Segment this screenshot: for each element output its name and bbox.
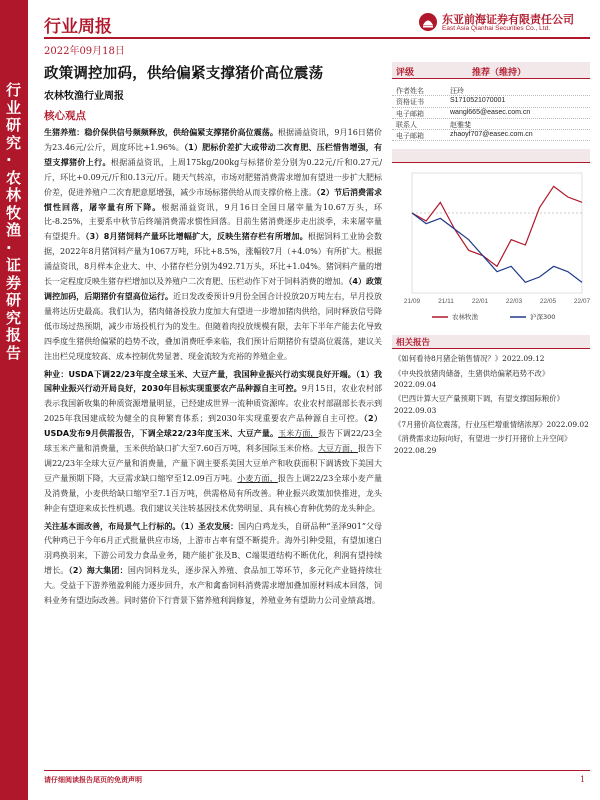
x-tick-label: 21/09 bbox=[403, 298, 421, 306]
core-views-heading: 核心观点 bbox=[44, 110, 86, 122]
bold-text-run: 关注基本面改善，布局景气上行标的。 bbox=[44, 521, 181, 531]
related-reports-bar bbox=[392, 335, 590, 349]
page-title: 政策调控加码，供给偏紧支撑猪价高位震荡 bbox=[44, 66, 324, 82]
paragraph-hog bbox=[44, 126, 382, 365]
report-date: 2022年09月18日 bbox=[44, 46, 125, 57]
paragraph-stocks bbox=[44, 520, 382, 609]
text-run: 国内白鸡龙头，自研品种“圣泽901”父母代种鸡已于今年6月正式批量供应市场，上游市占率有望不断提升。海外引种受阻，有望加速白羽鸡换羽来，下游公司发力食品业务，随产能扩张及B、C端渠道结构不断优化，利润有望持续增长。 bbox=[44, 521, 382, 576]
bold-text-run: 种业：USDA下调22/23年度全球玉米、大豆产量，我国种业振兴行动实现良好开端。 bbox=[44, 369, 356, 379]
page-number: 1 bbox=[580, 775, 586, 784]
bold-text-run: （1）我国种业振兴行动开局良好，2030年目标实现重要农产品种源自主可控。 bbox=[44, 369, 382, 394]
company-name-en: East Asia Qianhai Securities Co., Ltd. bbox=[442, 25, 551, 32]
footer-divider bbox=[44, 770, 590, 771]
related-report-link[interactable]: 《如何看待8月猪企销售情况？》2022.09.12 bbox=[394, 354, 545, 364]
info-key: 电子邮箱 bbox=[396, 109, 424, 118]
x-tick-label: 22/05 bbox=[539, 298, 557, 306]
text-run: 小麦方面， bbox=[237, 473, 278, 483]
info-value: 赵雅斐 bbox=[450, 121, 471, 129]
text-run: 大豆方面， bbox=[317, 444, 358, 454]
rating-label: 评级 bbox=[396, 68, 415, 78]
sidebar bbox=[0, 0, 28, 800]
bold-text-run: （2）海大集团： bbox=[68, 566, 128, 576]
bold-text-run: （2）节后消费需求惯性回落，屠宰量有所下降。 bbox=[44, 187, 382, 212]
x-tick-label: 22/07 bbox=[573, 298, 590, 306]
info-row bbox=[392, 108, 590, 119]
x-tick-label: 22/01 bbox=[471, 298, 489, 306]
info-value: 汪玲 bbox=[450, 88, 464, 95]
info-key: 作者姓名 bbox=[396, 87, 424, 95]
bold-text-run: （4）政策调控加码，后期猪价有望高位运行。 bbox=[44, 277, 382, 301]
text-run: 根据涌益资讯，上周175kg/200kg与标猪价差分别为0.22元/斤和0.27元/斤，环比+0.09元/斤和0.13元/斤。随天气转凉，市场对肥猪消费需求增加有望进一步扩大肥标价差，促进养殖户二次育肥意愿增强，减少市场标猪供给从而支撑价格上涨。 bbox=[44, 157, 383, 197]
report-type-label: 行业周报 bbox=[44, 17, 112, 37]
text-run: 9月15日，农业农村部表示我国新收集的种质资源增量明显，已经建成世界一流种质资源库。农业农村部副部长表示到2025年我国建成较为健全的良种繁育体系；到2030年实现重要农产品种源自主可控。 bbox=[44, 384, 382, 424]
series-line-1 bbox=[412, 187, 582, 267]
sidebar-text: 行业研究·农林牧渔·证券研究报告 bbox=[6, 81, 22, 362]
bold-text-run: （2）USDA发布9月供需报告，下调全球22/23年度玉米、大豆产量。 bbox=[44, 414, 382, 439]
info-key: 资格证书 bbox=[396, 98, 424, 107]
related-report-link[interactable]: 《巴西计算大豆产量预期下调，有望支撑国际粮价》2022.09.03 bbox=[394, 394, 564, 415]
info-row bbox=[392, 96, 590, 107]
rating-bar bbox=[392, 62, 590, 79]
info-key: 电子邮箱 bbox=[396, 132, 424, 141]
main-content bbox=[44, 62, 382, 609]
text-run: 根据涌益资讯，9月16日全国日屠宰量为10.67万头，环比-8.25%，主要系中秋节后终端消费需求惯性回落。目前生猪消费逐步走出淡季，未来屠宰量有望提升。 bbox=[44, 202, 383, 242]
paragraph-seed bbox=[44, 368, 382, 517]
rating-value: 推荐（维持） bbox=[472, 68, 527, 78]
bold-text-run: 生猪养殖：稳价保供信号频频释放，供给偏紧支撑猪价高位震荡。 bbox=[44, 128, 278, 137]
text-run: 报告下调22/23年全球大豆产量和消费量，产量下调主要系美国大豆单产和收获面积下调诱致下美国大豆产量预期下降，大豆需求缺口缩窄至12.09百万吨。 bbox=[44, 444, 383, 483]
company-logo bbox=[418, 10, 594, 38]
disclaimer-note: 请仔细阅读报告尾页的免责声明 bbox=[44, 776, 142, 784]
related-report-link[interactable]: 《消费需求边际向好，有望进一步打开猪价上升空间》2022.08.29 bbox=[394, 434, 572, 455]
header-divider bbox=[44, 37, 590, 39]
series-line-2 bbox=[412, 213, 582, 282]
performance-chart bbox=[392, 165, 590, 325]
text-run: 根据饲料工业协会数据，2022年8月猪饲料产量为1067万吨，环比+8.5%，涨幅较7月（+4.0%）有所扩大。根据涌益资讯，8月样本企业大、中、小猪存栏分别为492.71万头，环比+1.04%。猪饲料产量的增长一定程度反映生猪存栏增加以及养殖户二次育肥、压栏动作下对于饲料消费的增加。 bbox=[44, 232, 382, 287]
author-info bbox=[392, 85, 590, 141]
plot-frame bbox=[412, 173, 582, 293]
related-reports-title: 相关报告 bbox=[396, 338, 431, 349]
x-tick-label: 21/11 bbox=[438, 298, 454, 306]
related-report-link[interactable]: 《中央投放猪肉储备，生猪供给偏紧趋势不改》2022.09.04 bbox=[394, 368, 550, 390]
bold-text-run: （1）肥标价差扩大或带动二次育肥、压栏惜售增强，有望支撑猪价上行。 bbox=[44, 142, 382, 167]
chart-title-bar bbox=[392, 149, 590, 163]
text-run: 国内饲料龙头，逐步深入养殖、食品加工等环节，多元化产业链持续壮大。受益于下游养殖盈利能力逐步回升，水产和禽畜饲料消费需求增加叠加原材料成本回落，饲料业务有望边际改善。同时猪价下行背景下猪养殖利润修复，养殖业务有望助力公司业绩高增。 bbox=[44, 566, 383, 606]
legend-label: 农林牧渔 bbox=[452, 313, 478, 322]
info-row bbox=[392, 130, 590, 141]
company-name-cn: 东亚前海证券有限责任公司 bbox=[442, 13, 574, 26]
page-subtitle: 农林牧渔行业周报 bbox=[44, 91, 124, 102]
bold-text-run: （3）8月猪饲料产量环比增幅扩大，反映生猪存栏有所增加。 bbox=[85, 232, 308, 242]
right-panel bbox=[392, 62, 590, 459]
text-run: 报告下调22/23全球玉米产量和消费量，玉米供给缺口扩大至7.60百万吨，利多国际玉米价格。 bbox=[44, 429, 383, 454]
info-value[interactable]: zhaoyf707@easec.com.cn bbox=[450, 131, 533, 139]
info-key: 联系人 bbox=[396, 120, 417, 129]
related-reports-list bbox=[392, 353, 590, 455]
legend-label: 沪深300 bbox=[530, 313, 556, 322]
info-row bbox=[392, 119, 590, 130]
text-run: 根据涌益资讯，9月16日猪价为23.46元/公斤，周度环比+1.96%。 bbox=[44, 128, 382, 152]
info-value: S1710521070001 bbox=[450, 97, 506, 105]
company-logo-icon bbox=[418, 12, 438, 32]
text-run: 近日发改委预计9月份全国合计投放20万吨左右，早月投放量将达历史最高。我们认为，猪肉储备投放力度加大有望进一步增加猪肉供给，同时释放信号降低市场过热预期，减少市场投机行为的发生。但随着肉投放规模有限，去年下半年产能去化导致四季度生猪供给偏紧的趋势不改，叠加消费旺季来临，我们预计后期猪价有望高位震荡，建议关注出栏兑现度较高、成本控制优势显著、现金流较为充裕的养殖企业。 bbox=[44, 291, 382, 361]
related-report-link[interactable]: 《7月猪价高位震荡，行业压栏增重情绪浓厚》2022.09.02 bbox=[394, 419, 589, 429]
bold-text-run: （1）圣农发展： bbox=[180, 521, 239, 531]
text-run: 玉米方面， bbox=[278, 429, 319, 439]
info-row bbox=[392, 85, 590, 96]
info-value[interactable]: wangl665@easec.com.cn bbox=[450, 108, 531, 116]
text-run: 报告上调22/23全球小麦产量及消费量，小麦供给缺口缩窄至7.1百万吨，供需格局有所改善。种业振兴政策加快推进，龙头种企有望迎来成长性机遇。我们建议关注转基因技术优势明显、具有核心育种优势的龙头种企。 bbox=[44, 473, 383, 513]
x-tick-label: 22/03 bbox=[505, 298, 523, 306]
